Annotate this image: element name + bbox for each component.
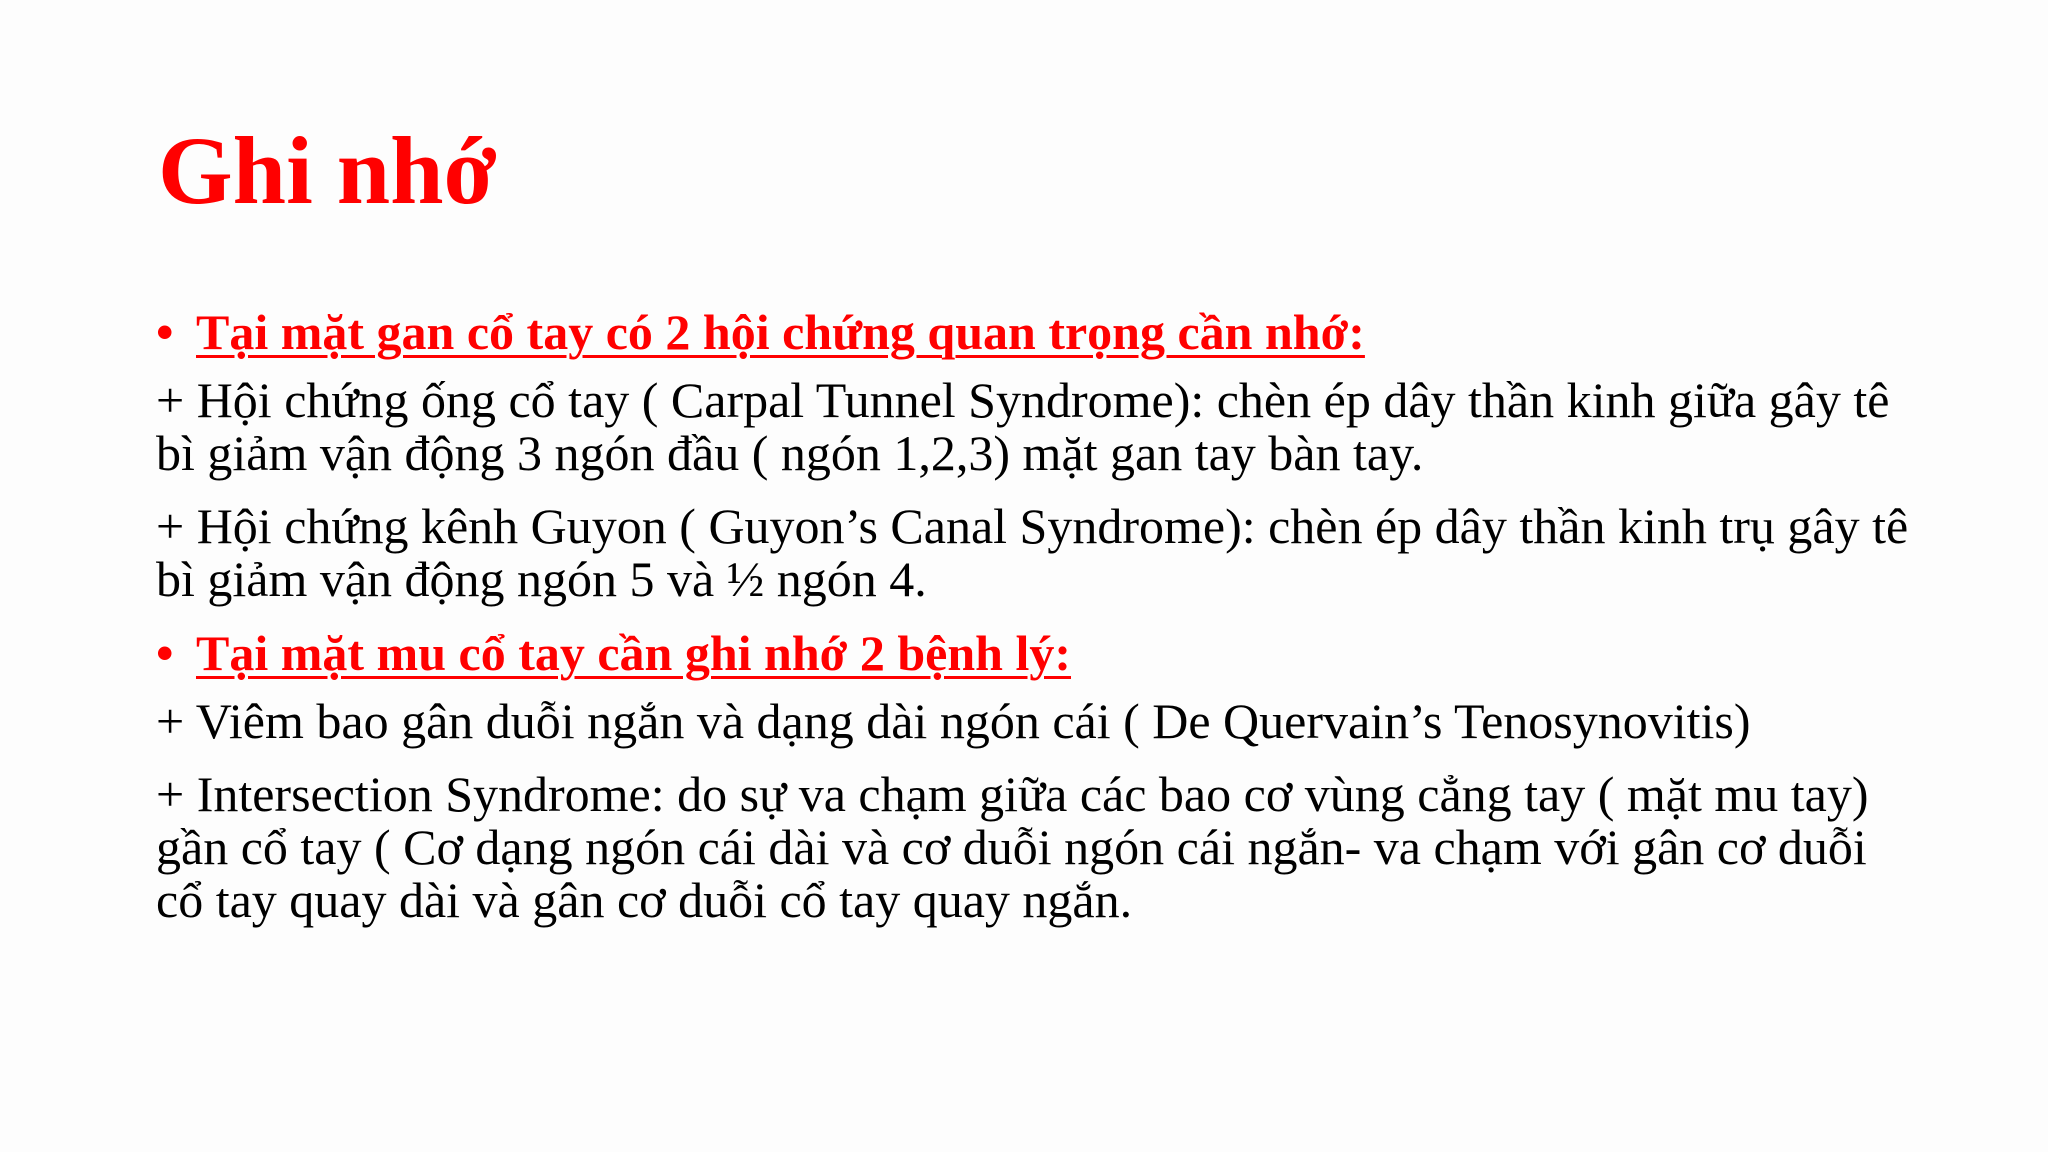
section-heading-palmar	[156, 305, 1916, 360]
paragraph-guyon-canal: + Hội chứng kênh Guyon ( Guyon’s Canal Syndrome): chèn ép dây thần kinh trụ gây tê bì giảm vận động ngón 5 và ½ ngón 4.	[156, 498, 1909, 607]
section-heading-text: Tại mặt gan cổ tay có 2 hội chứng quan trọng cần nhớ:	[196, 304, 1365, 360]
paragraph-intersection-syndrome: + Intersection Syndrome: do sự va chạm giữa các bao cơ vùng cẳng tay ( mặt mu tay) gần cổ tay ( Cơ dạng ngón cái dài và cơ duỗi ngón cái ngắn- va chạm với gân cơ duỗi cổ tay quay dài và gân cơ duỗi cổ tay quay ngắn.	[156, 766, 1869, 928]
paragraph-carpal-tunnel: + Hội chứng ống cổ tay ( Carpal Tunnel Syndrome): chèn ép dây thần kinh giữa gây tê bì giảm vận động 3 ngón đầu ( ngón 1,2,3) mặt gan tay bàn tay.	[156, 372, 1890, 481]
slide-title: Ghi nhớ	[158, 117, 497, 224]
section-heading-text: Tại mặt mu cổ tay cần ghi nhớ 2 bệnh lý:	[196, 625, 1071, 681]
bullet-marker: •	[156, 304, 174, 360]
section-heading-dorsal	[156, 626, 1916, 681]
slide-content	[156, 305, 1916, 927]
bullet-marker: •	[156, 625, 174, 681]
paragraph-de-quervain: + Viêm bao gân duỗi ngắn và dạng dài ngón cái ( De Quervain’s Tenosynovitis)	[156, 693, 1751, 749]
